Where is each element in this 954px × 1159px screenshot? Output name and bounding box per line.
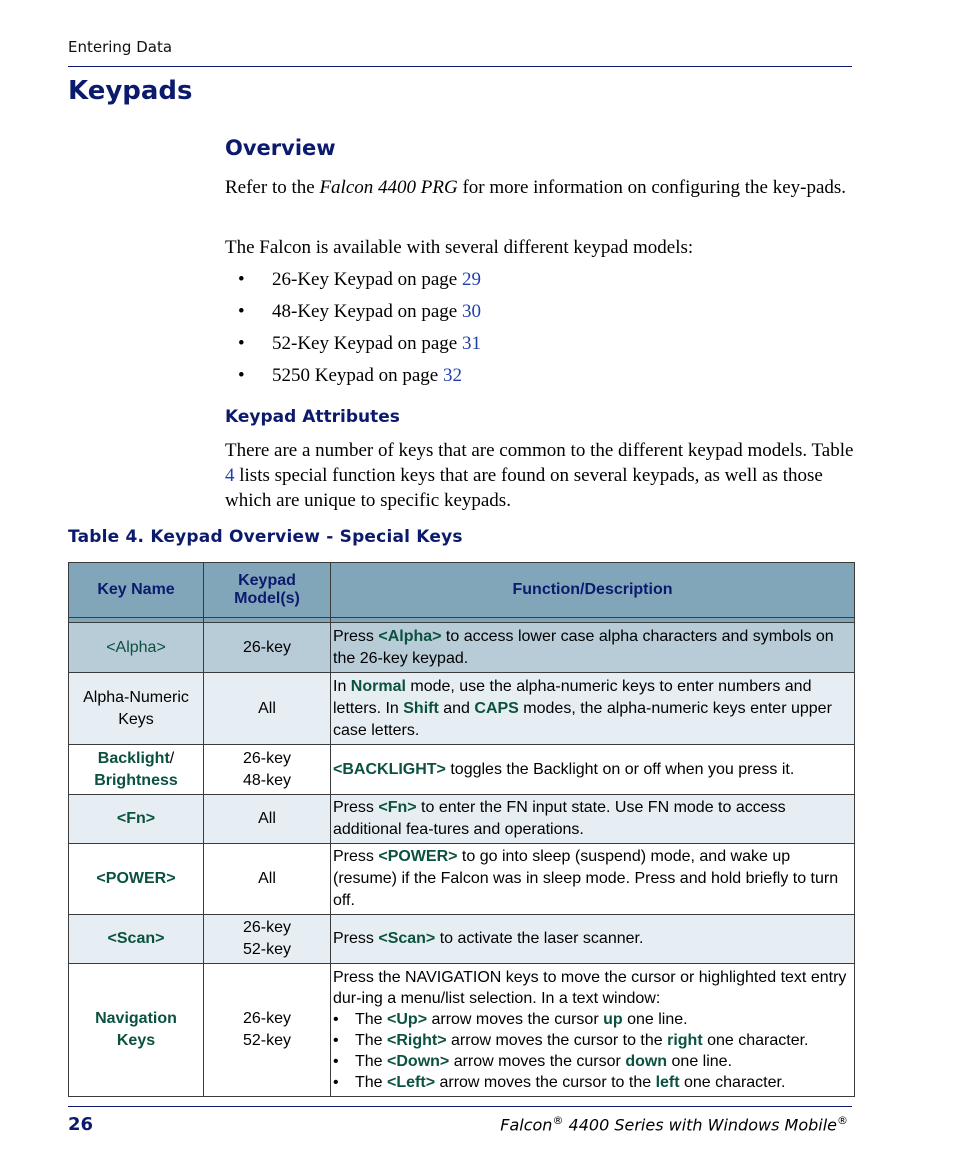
description-cell: Press <Fn> to enter the FN input state. Use FN mode to access additional fea-tures and operations. bbox=[331, 795, 855, 844]
models-cell: 26-key 48-key bbox=[204, 745, 331, 795]
key-name-cell: Navigation Keys bbox=[69, 964, 204, 1097]
col-key-name: Key Name bbox=[69, 563, 204, 618]
key-name-cell: Backlight/ Brightness bbox=[69, 745, 204, 795]
table-row bbox=[69, 795, 855, 844]
running-header: Entering Data bbox=[68, 38, 173, 56]
table-row bbox=[69, 623, 855, 673]
overview-heading: Overview bbox=[225, 136, 336, 160]
key-name-cell: <POWER> bbox=[69, 844, 204, 915]
special-keys-table bbox=[68, 562, 855, 1097]
header-rule bbox=[68, 66, 852, 67]
description-cell bbox=[331, 964, 855, 1097]
list-item: • 48-Key Keypad on page 30 bbox=[238, 301, 481, 322]
table-row bbox=[69, 673, 855, 745]
description-cell: <BACKLIGHT> toggles the Backlight on or off when you press it. bbox=[331, 745, 855, 795]
attributes-paragraph: There are a number of keys that are common to the different keypad models. Table 4 lists special function keys that are found on several keypads, as well as those which are unique to specific keypads. bbox=[225, 440, 854, 511]
keypad-attributes-heading: Keypad Attributes bbox=[225, 407, 400, 427]
list-item: • 52-Key Keypad on page 31 bbox=[238, 333, 481, 354]
table-row bbox=[69, 915, 855, 964]
footer-rule bbox=[68, 1106, 852, 1107]
description-cell: Press <Alpha> to access lower case alpha characters and symbols on the 26-key keypad. bbox=[331, 623, 855, 673]
col-function: Function/Description bbox=[331, 563, 855, 618]
list-item: • The <Left> arrow moves the cursor to the left one character. bbox=[333, 1074, 786, 1091]
page-link-32[interactable]: 32 bbox=[442, 365, 462, 386]
overview-paragraph: Refer to the Falcon 4400 PRG for more information on configuring the key-pads. bbox=[225, 177, 847, 198]
col-keypad-models: Keypad Model(s) bbox=[204, 563, 331, 618]
key-name-cell: Alpha-Numeric Keys bbox=[69, 673, 204, 745]
list-item: • 5250 Keypad on page 32 bbox=[238, 365, 462, 386]
table-row bbox=[69, 964, 855, 1097]
models-cell: All bbox=[204, 795, 331, 844]
navigation-intro: Press the NAVIGATION keys to move the cursor or highlighted text entry dur-ing a menu/list selection. In a text window: bbox=[333, 969, 847, 1007]
list-item: • The <Down> arrow moves the cursor down one line. bbox=[333, 1053, 733, 1070]
list-item: • 26-Key Keypad on page 29 bbox=[238, 269, 481, 290]
page-link-29[interactable]: 29 bbox=[461, 269, 481, 290]
description-cell: Press <POWER> to go into sleep (suspend) mode, and wake up (resume) if the Falcon was in sleep mode. Press and hold briefly to turn off. bbox=[331, 844, 855, 915]
list-item: • The <Up> arrow moves the cursor up one line. bbox=[333, 1011, 688, 1028]
key-name-cell: <Alpha> bbox=[69, 623, 204, 673]
key-name-cell: <Fn> bbox=[69, 795, 204, 844]
table-header-row bbox=[69, 563, 855, 618]
page-link-31[interactable]: 31 bbox=[461, 333, 481, 354]
table-row bbox=[69, 745, 855, 795]
table-4-link[interactable]: 4 bbox=[225, 465, 235, 486]
page-title: Keypads bbox=[68, 76, 193, 106]
models-intro: The Falcon is available with several different keypad models: bbox=[225, 237, 694, 258]
page-number: 26 bbox=[68, 1114, 94, 1135]
models-cell: 26-key 52-key bbox=[204, 964, 331, 1097]
models-cell: 26-key bbox=[204, 623, 331, 673]
page-link-30[interactable]: 30 bbox=[461, 301, 481, 322]
key-name-cell: <Scan> bbox=[69, 915, 204, 964]
description-cell: In Normal mode, use the alpha-numeric keys to enter numbers and letters. In Shift and CAPS modes, the alpha-numeric keys enter upper case letters. bbox=[331, 673, 855, 745]
table-row bbox=[69, 844, 855, 915]
models-cell: All bbox=[204, 844, 331, 915]
keypad-models-list bbox=[238, 267, 481, 395]
models-cell: 26-key 52-key bbox=[204, 915, 331, 964]
models-cell: All bbox=[204, 673, 331, 745]
navigation-key-list bbox=[333, 1009, 852, 1093]
list-item: • The <Right> arrow moves the cursor to the right one character. bbox=[333, 1032, 809, 1049]
prg-reference: Falcon 4400 PRG bbox=[319, 177, 458, 198]
description-cell: Press <Scan> to activate the laser scanner. bbox=[331, 915, 855, 964]
table-caption: Table 4. Keypad Overview - Special Keys bbox=[68, 527, 463, 547]
footer-product-name: Falcon® 4400 Series with Windows Mobile® bbox=[500, 1114, 848, 1135]
